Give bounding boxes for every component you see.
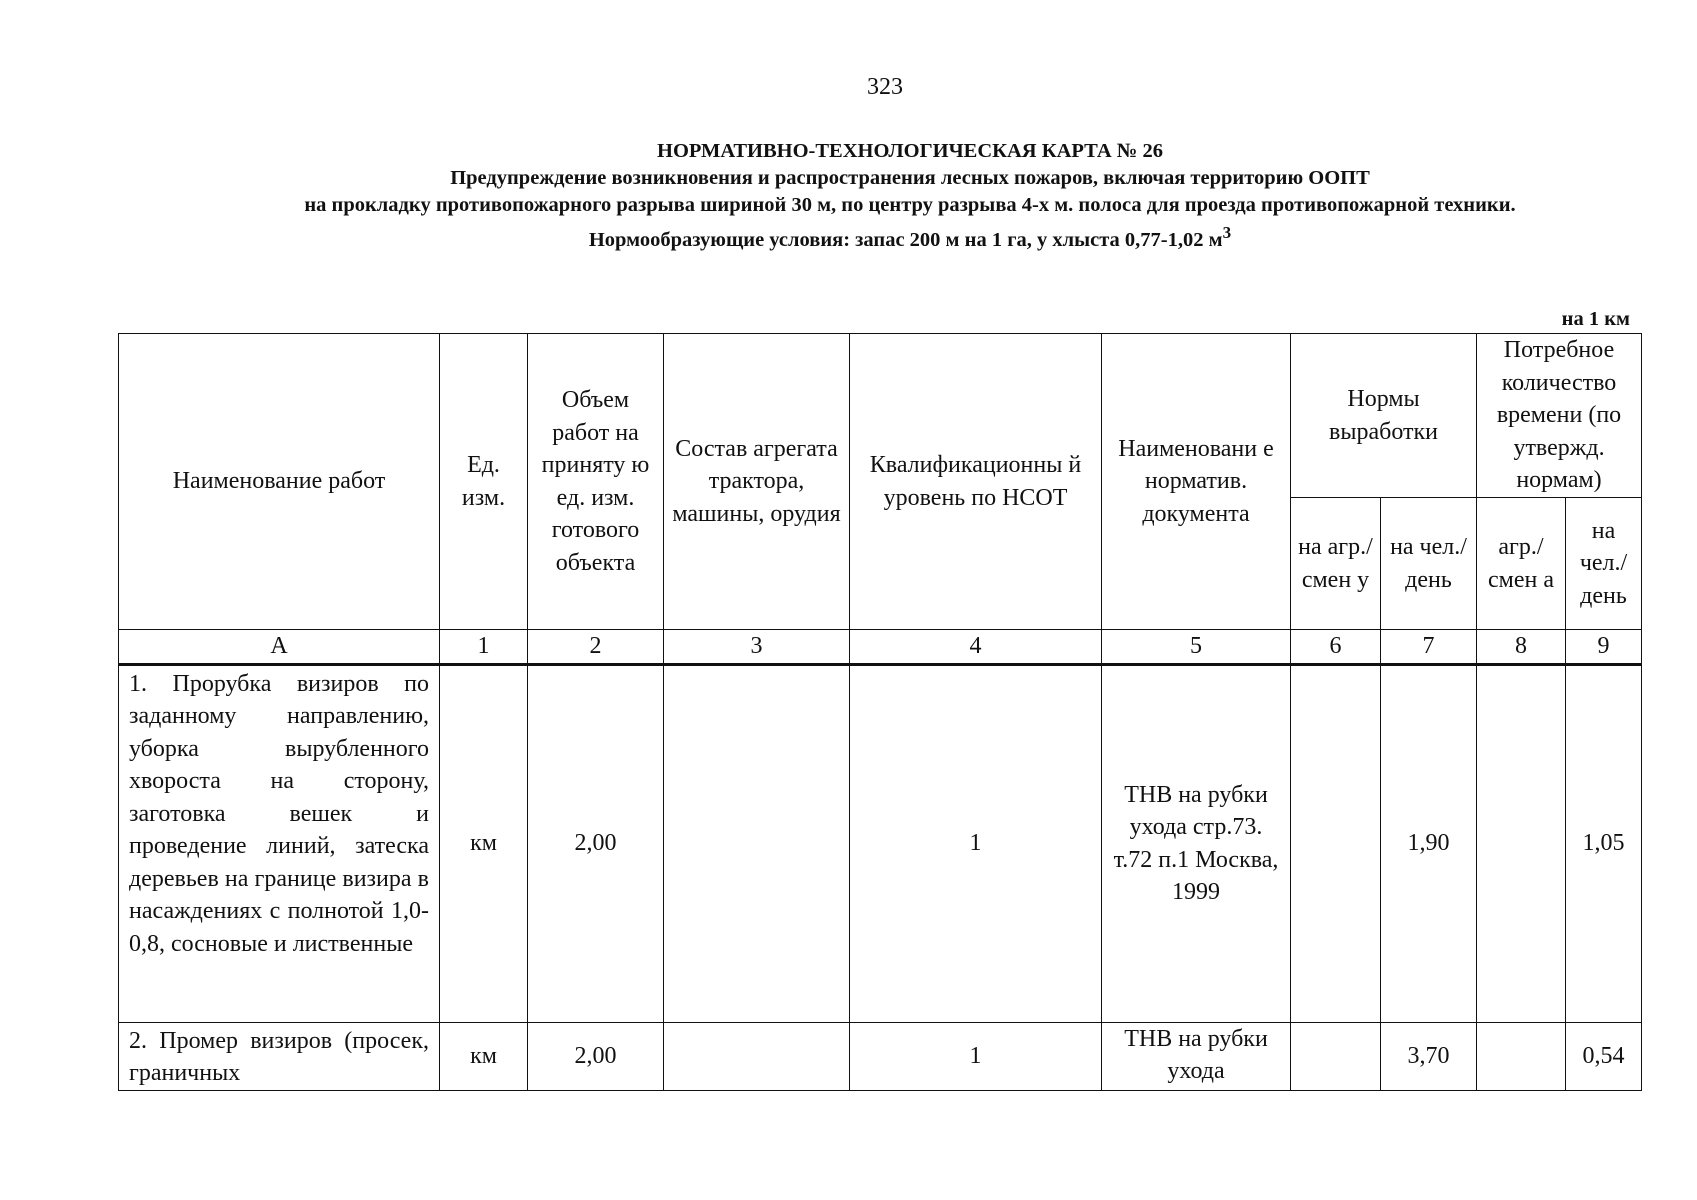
row-composition: [664, 1022, 850, 1090]
row-work-name: 1. Прорубка визиров по заданному направлению, уборка вырубленного хвороста на сторону, заготовка вешек и проведение линий, затеска деревьев на границе визира в насаждениях с полнотой 1,0-0,8, сосновые и лиственные: [119, 664, 440, 1022]
header-norm-person-day: на чел./ день: [1381, 498, 1477, 630]
row-time-unit-shift: [1477, 664, 1566, 1022]
row-work-name: 2. Промер визиров (просек, граничных: [119, 1022, 440, 1090]
row-norm-person-day: 1,90: [1381, 664, 1477, 1022]
row-unit: км: [440, 664, 528, 1022]
row-volume: 2,00: [528, 664, 664, 1022]
heading-description: на прокладку противопожарного разрыва шириной 30 м, по центру разрыва 4-х м. полоса для проезда противопожарной техники.: [304, 194, 1516, 216]
header-output-norms: Нормы выработки: [1291, 334, 1477, 498]
page-number: 323: [867, 74, 903, 100]
row-unit: км: [440, 1022, 528, 1090]
header-norm-unit-shift: на агр./ смен у: [1291, 498, 1381, 630]
header-time-unit-shift: агр./ смен а: [1477, 498, 1566, 630]
heading-conditions: [200, 219, 1620, 254]
document-heading: [200, 138, 1620, 254]
row-norm-unit-shift: [1291, 1022, 1381, 1090]
row-volume: 2,00: [528, 1022, 664, 1090]
column-number: 7: [1381, 630, 1477, 665]
table-row: [119, 664, 1642, 1022]
row-time-person-day: 0,54: [1566, 1022, 1642, 1090]
header-volume: Объем работ на приняту ю ед. изм. готового объекта: [528, 334, 664, 630]
column-number: 5: [1102, 630, 1291, 665]
column-number: 9: [1566, 630, 1642, 665]
heading-subtitle: Предупреждение возникновения и распространения лесных пожаров, включая территорию ООПТ: [450, 167, 1370, 189]
column-number: 3: [664, 630, 850, 665]
column-number: А: [119, 630, 440, 665]
table-row: [119, 1022, 1642, 1090]
row-norm-unit-shift: [1291, 664, 1381, 1022]
row-qualification: 1: [850, 1022, 1102, 1090]
row-time-unit-shift: [1477, 1022, 1566, 1090]
unit-note: на 1 км: [1561, 308, 1630, 330]
header-qualification: Квалификационны й уровень по НСОТ: [850, 334, 1102, 630]
heading-conditions-superscript: 3: [1222, 223, 1232, 242]
row-document: ТНВ на рубки ухода: [1102, 1022, 1291, 1090]
norms-table: [118, 333, 1642, 1091]
header-composition: Состав агрегата трактора, машины, орудия: [664, 334, 850, 630]
header-document: Наименовани е норматив. документа: [1102, 334, 1291, 630]
header-time-required: Потребное количество времени (по утвержд. нормам): [1477, 334, 1642, 498]
heading-title: НОРМАТИВНО-ТЕХНОЛОГИЧЕСКАЯ КАРТА № 26: [657, 140, 1163, 162]
row-norm-person-day: 3,70: [1381, 1022, 1477, 1090]
column-number: 6: [1291, 630, 1381, 665]
row-document: ТНВ на рубки ухода стр.73. т.72 п.1 Москва, 1999: [1102, 664, 1291, 1022]
column-number-row: [119, 630, 1642, 665]
column-number: 8: [1477, 630, 1566, 665]
header-unit: Ед. изм.: [440, 334, 528, 630]
row-time-person-day: 1,05: [1566, 664, 1642, 1022]
column-number: 4: [850, 630, 1102, 665]
row-qualification: 1: [850, 664, 1102, 1022]
column-number: 1: [440, 630, 528, 665]
header-row-top: [119, 334, 1642, 498]
heading-conditions-text: Нормообразующие условия: запас 200 м на 1 га, у хлыста 0,77-1,02 м: [588, 228, 1223, 251]
header-work-name: Наименование работ: [119, 334, 440, 630]
header-time-person-day: на чел./ день: [1566, 498, 1642, 630]
row-composition: [664, 664, 850, 1022]
column-number: 2: [528, 630, 664, 665]
